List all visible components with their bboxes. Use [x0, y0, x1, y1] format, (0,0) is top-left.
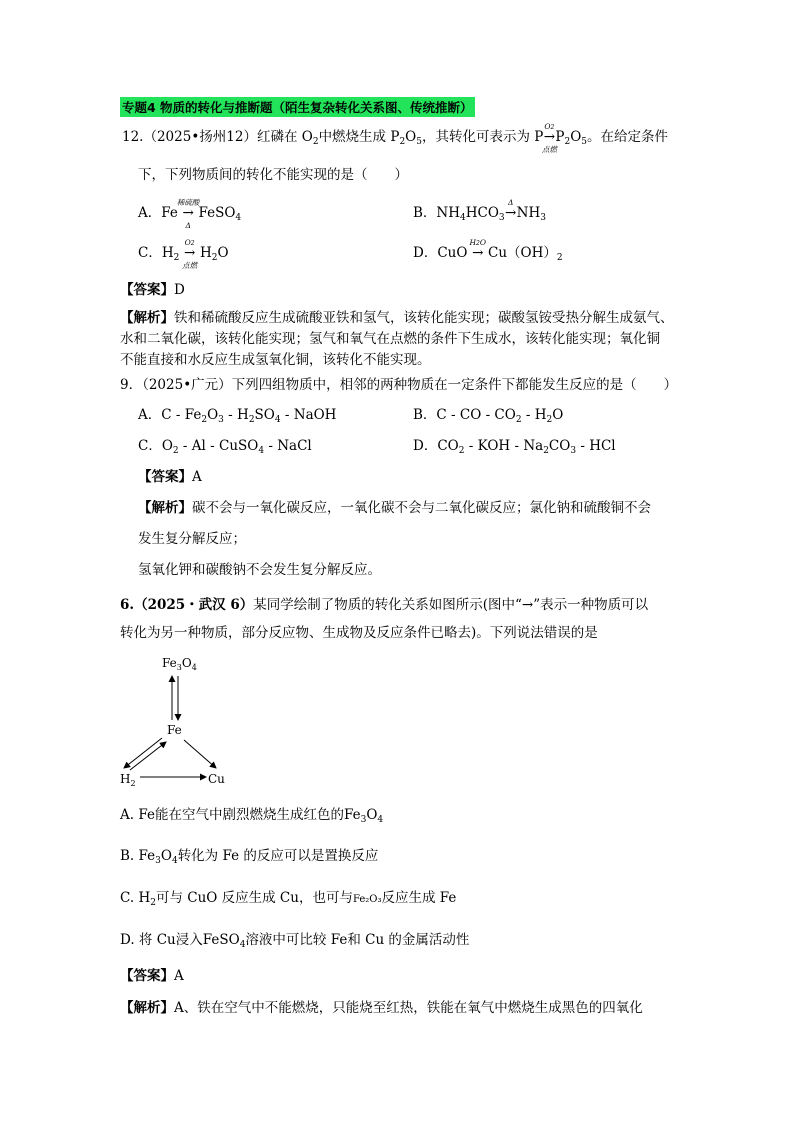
q12-stem-line1 — [122, 122, 668, 154]
q9-stem: 9．（2025•广元）下列四组物质中，相邻的两种物质在一定条件下都能发生反应的是（ ） — [120, 377, 678, 393]
q9-analysis-line1: 【解析】碳不会与一氧化碳反应，一氧化碳不会与二氧化碳反应；氯化钠和硫酸铜不会 — [138, 500, 651, 516]
sub: 5 — [416, 137, 422, 147]
q12-option-d: D．CuO H2O → $Cu(OH)_2$ — [413, 238, 563, 263]
q12-stem-b: 中燃烧生成 P — [318, 129, 400, 145]
reaction-arrow: O2 → 点燃 — [182, 238, 198, 270]
q12-option-a: A．Fe 稀硫酸 → Δ FeSO$_4$ — [138, 198, 242, 230]
q9-option-d: D．$CO_2$ - KOH - $Na_2CO_3$ - HCl — [413, 438, 616, 456]
q12-option-b: B．$NH_4HCO_3$ Δ $\to NH_3$ — [413, 198, 546, 223]
q6-answer: 【答案】A — [120, 968, 184, 984]
arrow-h2-to-fe — [130, 742, 166, 770]
arrow-fe-to-cu — [184, 740, 216, 768]
sub: 2 — [399, 137, 406, 147]
q12-analysis-line2: 水和二氧化碳，该转化能实现；氢气和氧气在点燃的条件下生成水，该转化能实现；氧化铜 — [120, 331, 660, 347]
q12-answer: 【答案】D — [120, 282, 185, 298]
node-h2: $H_2$ — [120, 772, 136, 788]
q9-option-b: B．C - CO - $CO_2 - H_2O$ — [413, 407, 564, 425]
q6-option-c: C. $H_2$可与 CuO 反应生成 Cu，也可与Fe₂O₃反应生成 Fe — [120, 890, 457, 908]
reaction-arrow: O2 → 点燃 — [541, 122, 557, 154]
q6-stem-line1: 6.（2025・武汉 6）某同学绘制了物质的转化关系如图所示(图中“→”表示一种物质可以 — [120, 597, 649, 613]
conversion-diagram — [110, 650, 230, 790]
q9-analysis-line3: 氢氧化钾和碳酸钠不会发生复分解反应。 — [138, 562, 381, 578]
q12-stem-a: 12.（2025•扬州12）红磷在 O — [122, 129, 313, 145]
q12-stem-f: O — [570, 129, 582, 145]
q12-option-c: C．$H_2$ O2 → 点燃 $H_2O$ — [138, 238, 229, 270]
node-cu: Cu — [208, 772, 225, 786]
q12-stem-e: P — [555, 129, 565, 145]
q6-analysis-line1: 【解析】A、铁在空气中不能燃烧，只能烧至红热，铁能在氧气中燃烧生成黑色的四氧化 — [120, 1000, 643, 1016]
q9-answer: 【答案】A — [138, 469, 202, 485]
sub: 5 — [581, 137, 587, 147]
q6-option-d: D. 将 Cu浸入FeSO$_4$溶液中可比较 Fe和 Cu 的金属活动性 — [120, 932, 470, 950]
arrow-fe-to-h2 — [124, 738, 162, 768]
q12-analysis-line1: 【解析】铁和稀硫酸反应生成硫酸亚铁和氢气，该转化能实现；碳酸氢铵受热分解生成氨气、 — [120, 310, 674, 326]
q9-option-a: A．C - $Fe_2O_3 - H_2SO_4$ - NaOH — [138, 407, 337, 425]
sub: 2 — [312, 137, 319, 147]
q6-option-b: B. $Fe_3O_4$转化为 Fe 的反应可以是置换反应 — [120, 848, 379, 866]
q9-analysis-line2: 发生复分解反应； — [138, 531, 246, 547]
section-header: 专题4 物质的转化与推断题（陌生复杂转化关系图、传统推断） — [120, 97, 475, 117]
q6-stem-line2: 转化为另一种物质，部分反应物、生成物及反应条件已略去)。下列说法错误的是 — [120, 625, 598, 641]
q6-option-a: A. Fe能在空气中剧烈燃烧生成红色的$Fe_3O_4$ — [120, 807, 384, 825]
q9-option-c: C．$O_2$ - Al - CuSO$_4$ - NaCl — [138, 438, 312, 456]
q12-stem-g: 。在给定条件 — [587, 129, 668, 145]
q12-analysis-line3: 不能直接和水反应生成氢氧化铜，该转化不能实现。 — [120, 352, 431, 368]
reaction-arrow: H2O → — [469, 238, 486, 261]
reaction-arrow: Δ → — [505, 198, 517, 221]
reaction-arrow: 稀硫酸 → Δ — [176, 198, 200, 230]
node-fe: Fe — [167, 723, 182, 737]
q12-stem-line2: 下，下列物质间的转化不能实现的是（ ） — [138, 167, 408, 183]
node-fe3o4: $Fe_3O_4$ — [162, 656, 197, 672]
q12-stem-d: ，其转化可表示为 P — [421, 129, 544, 145]
q12-stem-c: O — [405, 129, 417, 145]
sub: 2 — [564, 137, 571, 147]
